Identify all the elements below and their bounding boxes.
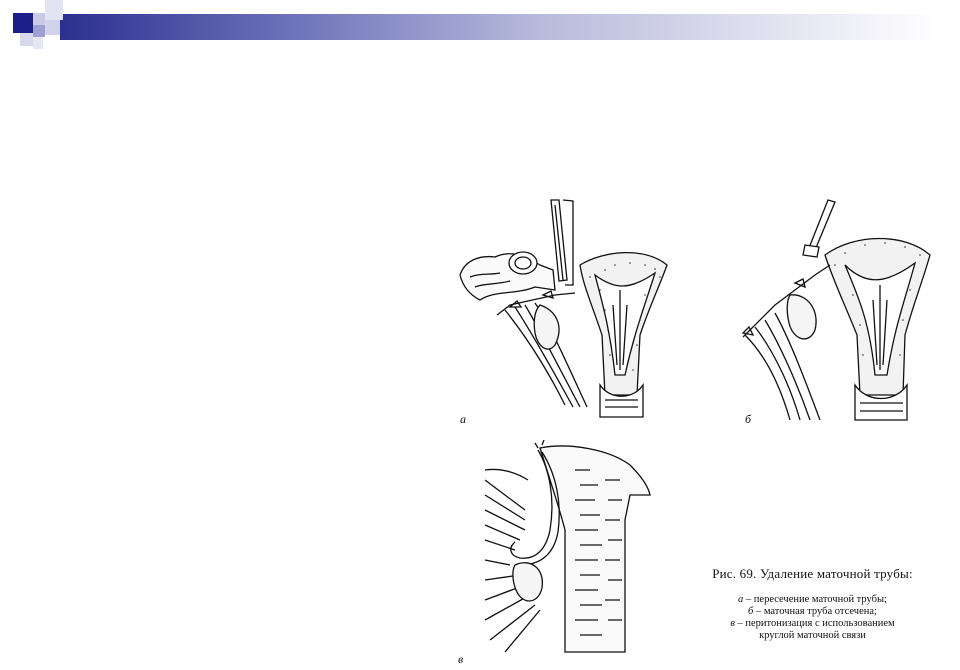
caption-line-b [690,606,935,618]
illustration-panel-a [455,195,675,420]
decor-square [45,20,60,35]
panel-label-c: в [458,652,464,666]
caption-text: круглой маточной связи [759,630,866,641]
caption-key: в [730,618,735,629]
decor-square [33,25,45,37]
panel-label-b: б [745,412,752,426]
caption-key: а [738,594,744,605]
figure-caption [690,566,935,642]
caption-line-c [690,618,935,630]
caption-text: – перитонизация с использованием [734,618,895,629]
caption-line-a [690,594,935,606]
illustration-panel-b [735,195,935,425]
panel-label-a: а [460,412,466,426]
caption-title: Рис. 69. Удаление маточной трубы: [712,566,913,581]
decor-square [45,0,63,20]
decor-square [13,13,33,33]
caption-key: б [748,606,754,617]
decor-square [20,33,33,46]
illustration-panel-c [480,440,660,655]
header-gradient-bar [60,14,940,40]
caption-text: – пересечение маточной трубы; [743,594,887,605]
caption-text: – маточная труба отсечена; [753,606,877,617]
decor-square [33,37,43,49]
caption-line-c-cont [690,630,935,642]
decor-square [33,13,45,25]
